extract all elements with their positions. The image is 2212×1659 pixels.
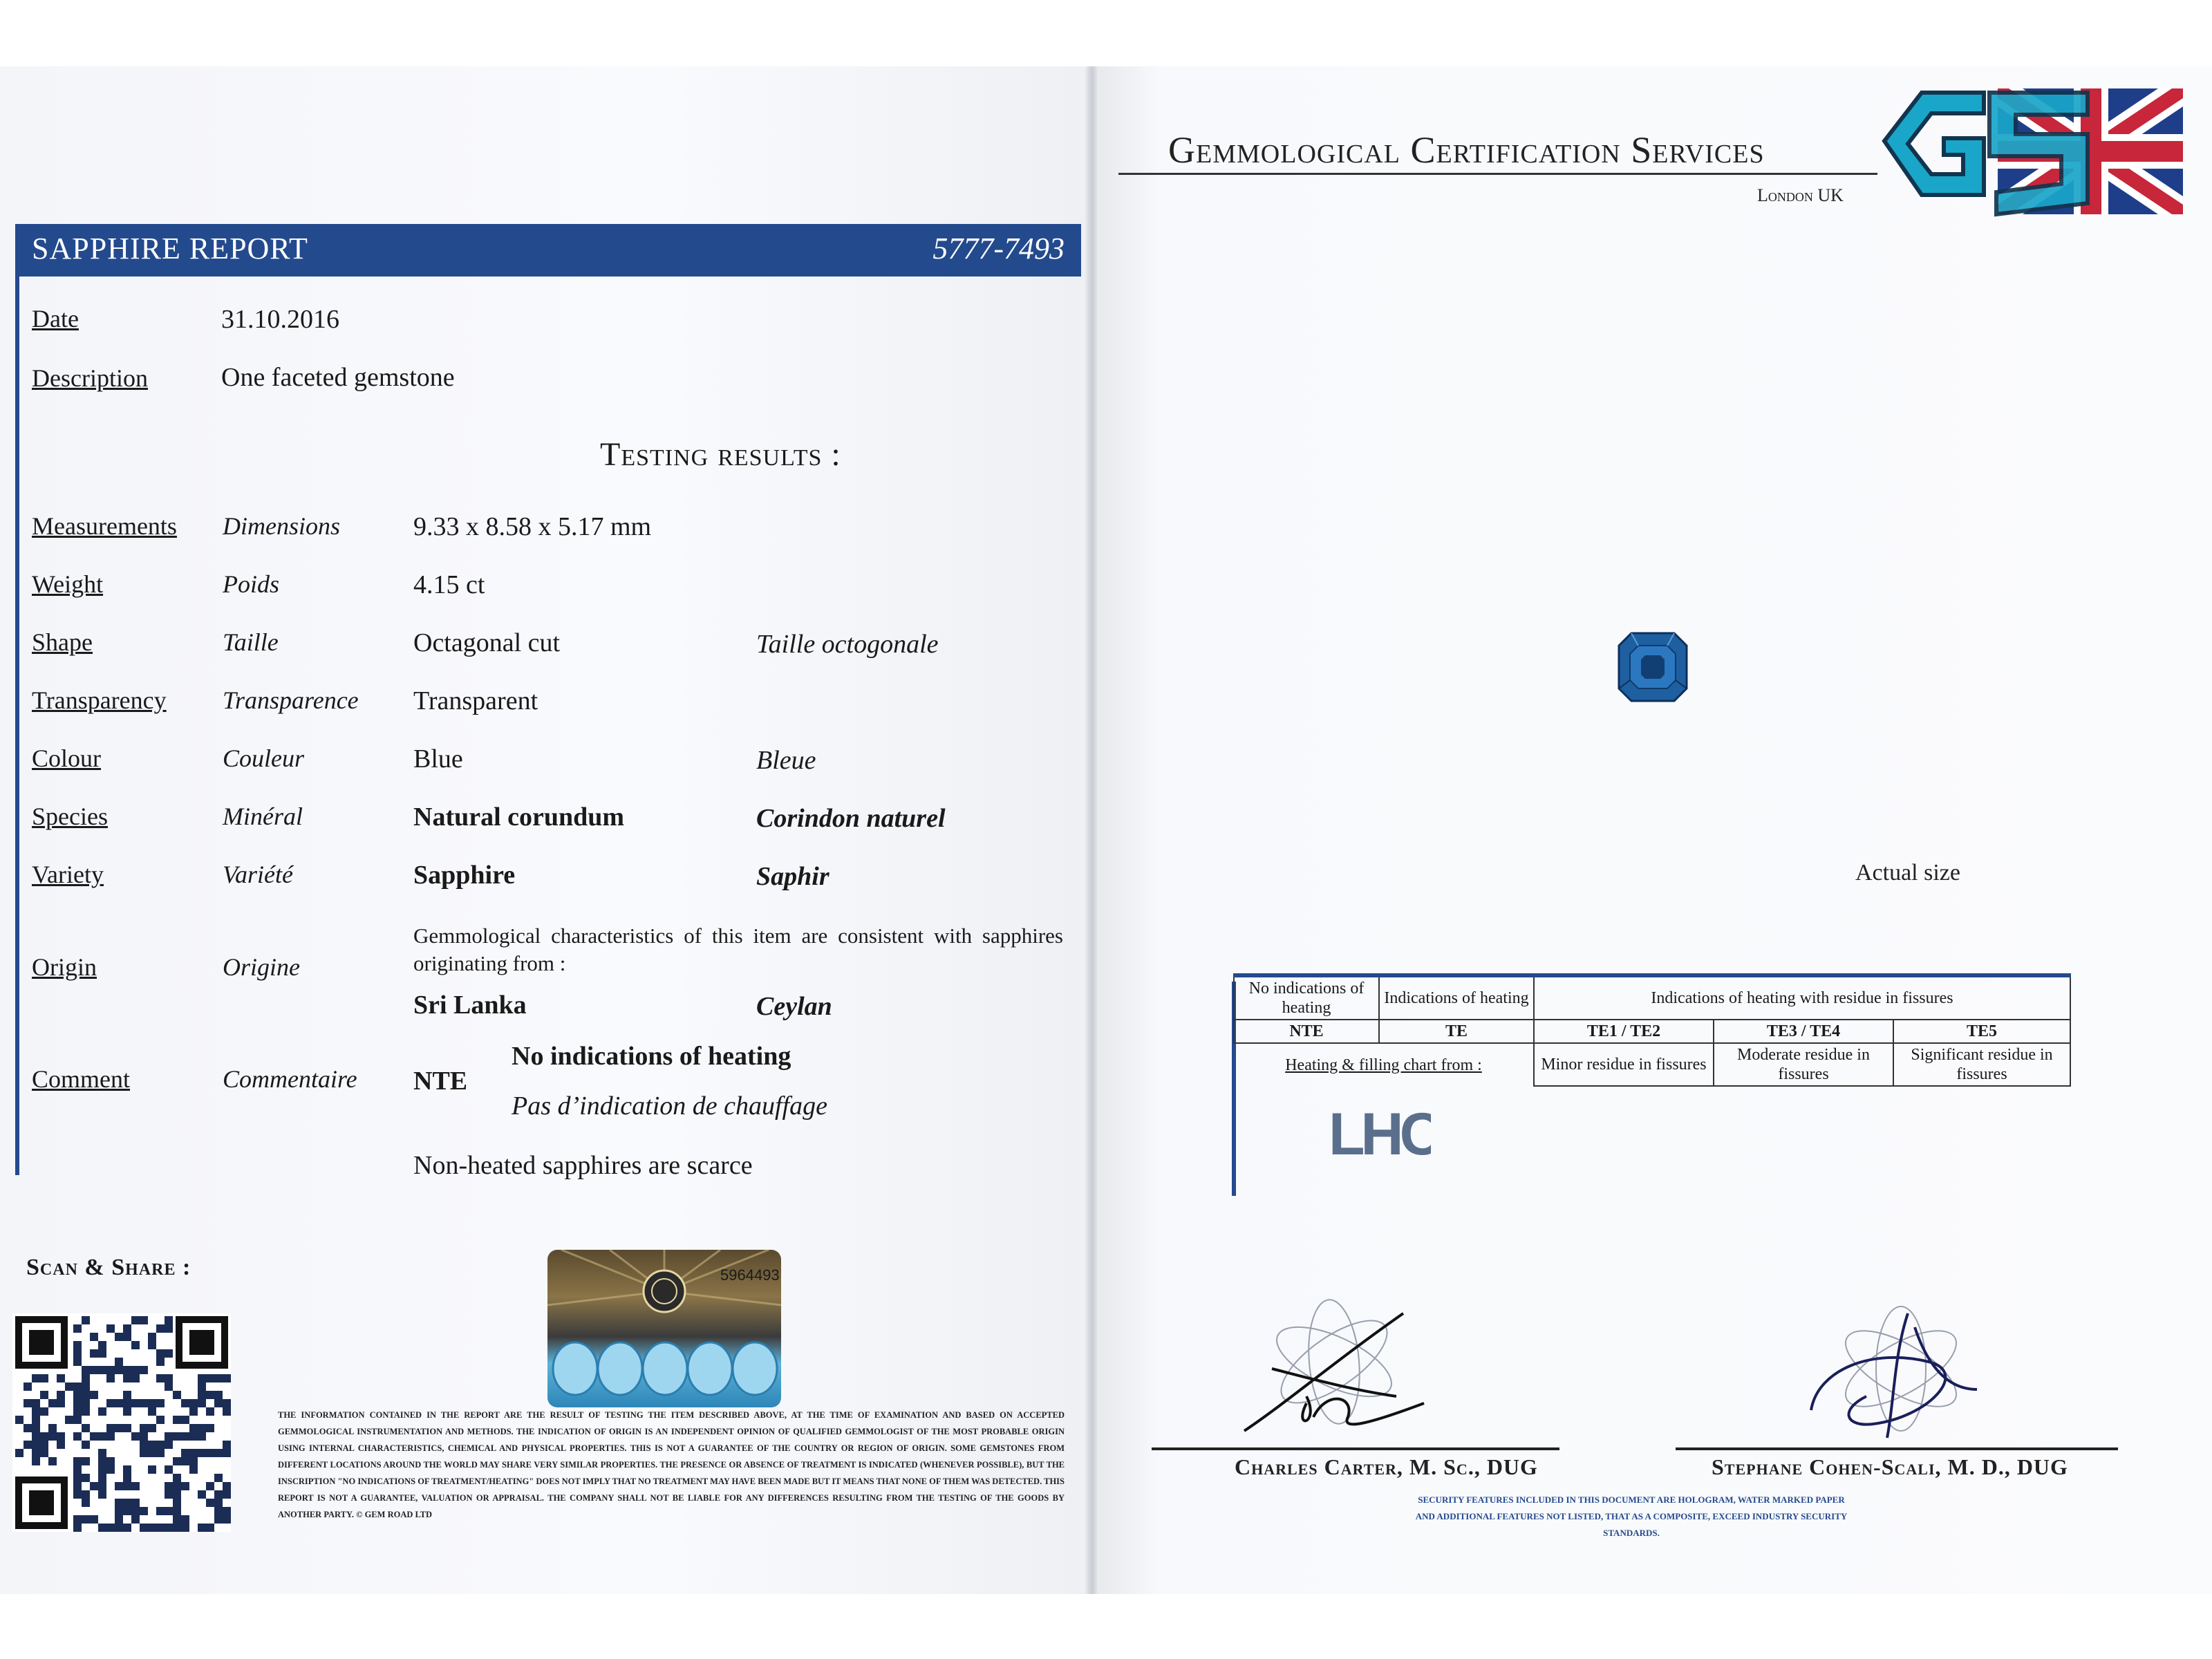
row-label: Variety — [32, 861, 104, 888]
row-french-label: Variété — [223, 861, 293, 888]
row-french-label: Transparence — [223, 686, 359, 714]
row-value: Natural corundum — [413, 803, 625, 832]
hologram-seal — [547, 1250, 781, 1407]
row-french-value: Taille octogonale — [756, 630, 939, 659]
row-label: Weight — [32, 570, 104, 598]
origin-label: Origin — [32, 953, 97, 981]
origin-french-value: Ceylan — [756, 992, 832, 1021]
signature-2 — [1790, 1286, 2012, 1445]
row-french-value: Saphir — [756, 862, 830, 891]
row-french-value: Bleue — [756, 746, 816, 775]
row-value: 4.15 ct — [413, 570, 485, 599]
page-fold — [1085, 66, 1099, 1594]
description-label: Description — [32, 364, 148, 392]
header-te: Indications of heating — [1379, 975, 1534, 1020]
row-french-label: Minéral — [223, 803, 303, 830]
sapphire-gem-image — [1616, 630, 1689, 704]
desc-te12: Minor residue in fissures — [1534, 1043, 1714, 1086]
report-title: SAPPHIRE REPORT — [32, 232, 308, 265]
row-value: Transparent — [413, 686, 538, 715]
hologram-graphic — [547, 1250, 781, 1407]
code-te34: TE3 / TE4 — [1714, 1020, 1893, 1043]
report-header-bar — [15, 224, 1081, 276]
row-french-value: Corindon naturel — [756, 804, 946, 833]
disclaimer-text: THE INFORMATION CONTAINED IN THE REPORT ARE THE RESULT OF TESTING THE ITEM DESCRIBED ABOVE, AT THE TIME OF EXAMINATION AND BASED ON ACCEPTED GEMMOLOGICAL INSTRUMENTATION AND METHODS. THE INDICATION OF ORIGIN IS AN INDEPENDENT OPINION OF QUALIFIED GEMMOLOGIST OF THE MOST PROBABLE ORIGIN USING INTERNAL CHARACTERISTICS, CHEMICAL AND PHYSICAL PROPERTIES. THIS IS NOT A GUARANTEE OF THE COUNTRY OR REGION OF ORIGIN. SOME GEMSTONES FROM DIFFERENT LOCATIONS AROUND THE WORLD MAY SHARE VERY SIMILAR PROPERTIES. THE PRESENCE OR ABSENCE OF TREATMENT IS INDICATED (WHENEVER POSSIBLE), BUT THE INSCRIPTION "NO INDICATIONS OF TREATMENT/HEATING" DOES NOT IMPLY THAT NO TREATMENT MAY HAVE BEEN MADE BUT IT MEANS THAT NONE OF THEM WAS DETECTED. THIS REPORT IS NOT A GUARANTEE, VALUATION OR APPRAISAL. THE COMPANY SHALL NOT BE LIABLE FOR ANY DIFFERENCES RESULTING FROM THE TESTING OF THE GOODS BY ANOTHER PARTY. © GEM ROAD LTD — [278, 1410, 1065, 1519]
row-label: Colour — [32, 744, 102, 772]
comment-french-label: Commentaire — [223, 1065, 357, 1093]
origin-french-label: Origine — [223, 953, 300, 981]
row-french-label: Poids — [223, 570, 280, 598]
comment-label: Comment — [32, 1065, 130, 1093]
signature-2-rule — [1676, 1447, 2118, 1450]
security-note: SECURITY FEATURES INCLUDED IN THIS DOCUMENT ARE HOLOGRAM, WATER MARKED PAPER AND ADDITIONAL FEATURES NOT LISTED, THAT AS A COMPOSITE, EXCEED INDUSTRY SECURITY STANDARDS. — [1415, 1494, 1848, 1538]
row-label: Measurements — [32, 512, 177, 540]
code-te: TE — [1379, 1020, 1534, 1043]
lhc-logo — [1327, 1099, 1431, 1168]
comment-extra: Non-heated sapphires are scarce — [413, 1151, 753, 1180]
comment-code: NTE — [413, 1067, 468, 1096]
comment-french-text: Pas d’indication de chauffage — [512, 1091, 827, 1121]
row-value: Sapphire — [413, 861, 516, 890]
desc-te34: Moderate residue in fissures — [1714, 1043, 1893, 1086]
code-te5: TE5 — [1893, 1020, 2070, 1043]
qr-code[interactable] — [12, 1313, 231, 1532]
row-value: 9.33 x 8.58 x 5.17 mm — [413, 512, 652, 541]
row-french-label: Taille — [223, 628, 279, 656]
origin-value: Sri Lanka — [413, 991, 527, 1020]
header-nte: No indications of heating — [1234, 975, 1379, 1020]
signature-2-graphic — [1790, 1286, 2012, 1445]
report-number: 5777-7493 — [932, 232, 1065, 265]
row-value: Octagonal cut — [413, 628, 561, 657]
desc-te5: Significant residue in fissures — [1893, 1043, 2070, 1086]
signature-1 — [1230, 1286, 1452, 1445]
date-value: 31.10.2016 — [221, 305, 339, 334]
description-value: One faceted gemstone — [221, 363, 455, 392]
origin-note: Gemmological characteristics of this item are consistent with sapphires originating from : — [413, 924, 1063, 975]
testing-results-heading: Testing results : — [600, 436, 841, 473]
hologram-code: 5964493 — [720, 1266, 780, 1284]
heating-chart-table — [1233, 973, 2071, 1091]
signatory-1-name: Charles Carter, M. Sc., DUG — [1235, 1454, 1538, 1479]
gem-graphic — [1616, 630, 1689, 704]
code-te12: TE1 / TE2 — [1534, 1020, 1714, 1043]
row-value: Blue — [413, 744, 463, 774]
row-label: Shape — [32, 628, 93, 656]
left-blue-rule — [15, 276, 19, 1175]
signature-1-rule — [1152, 1447, 1559, 1450]
company-location: London UK — [1757, 185, 1844, 205]
signature-1-graphic — [1230, 1286, 1452, 1445]
gcs-logo-graphic — [1880, 86, 2184, 217]
actual-size-label: Actual size — [1855, 860, 1960, 885]
comment-text: No indications of heating — [512, 1042, 791, 1071]
signatory-2-name: Stephane Cohen-Scali, M. D., DUG — [1712, 1454, 2068, 1479]
row-label: Species — [32, 803, 108, 830]
row-french-label: Dimensions — [223, 512, 340, 540]
header-residue: Indications of heating with residue in fissures — [1534, 975, 2070, 1020]
code-nte: NTE — [1234, 1020, 1379, 1043]
qr-code-graphic — [12, 1313, 231, 1532]
lhc-letters: LHC — [1329, 1101, 1431, 1168]
gcs-logo — [1880, 86, 2184, 217]
company-rule — [1118, 173, 1877, 175]
row-label: Transparency — [32, 686, 167, 714]
lhc-logo-graphic — [1327, 1099, 1431, 1168]
heating-table — [1233, 973, 2071, 1087]
company-name: Gemmological Certification Services — [1168, 129, 1765, 171]
chart-source-label: Heating & filling chart from : — [1285, 1056, 1482, 1074]
row-french-label: Couleur — [223, 744, 305, 772]
scan-share-label: Scan & Share : — [26, 1255, 191, 1280]
date-label: Date — [32, 305, 79, 332]
